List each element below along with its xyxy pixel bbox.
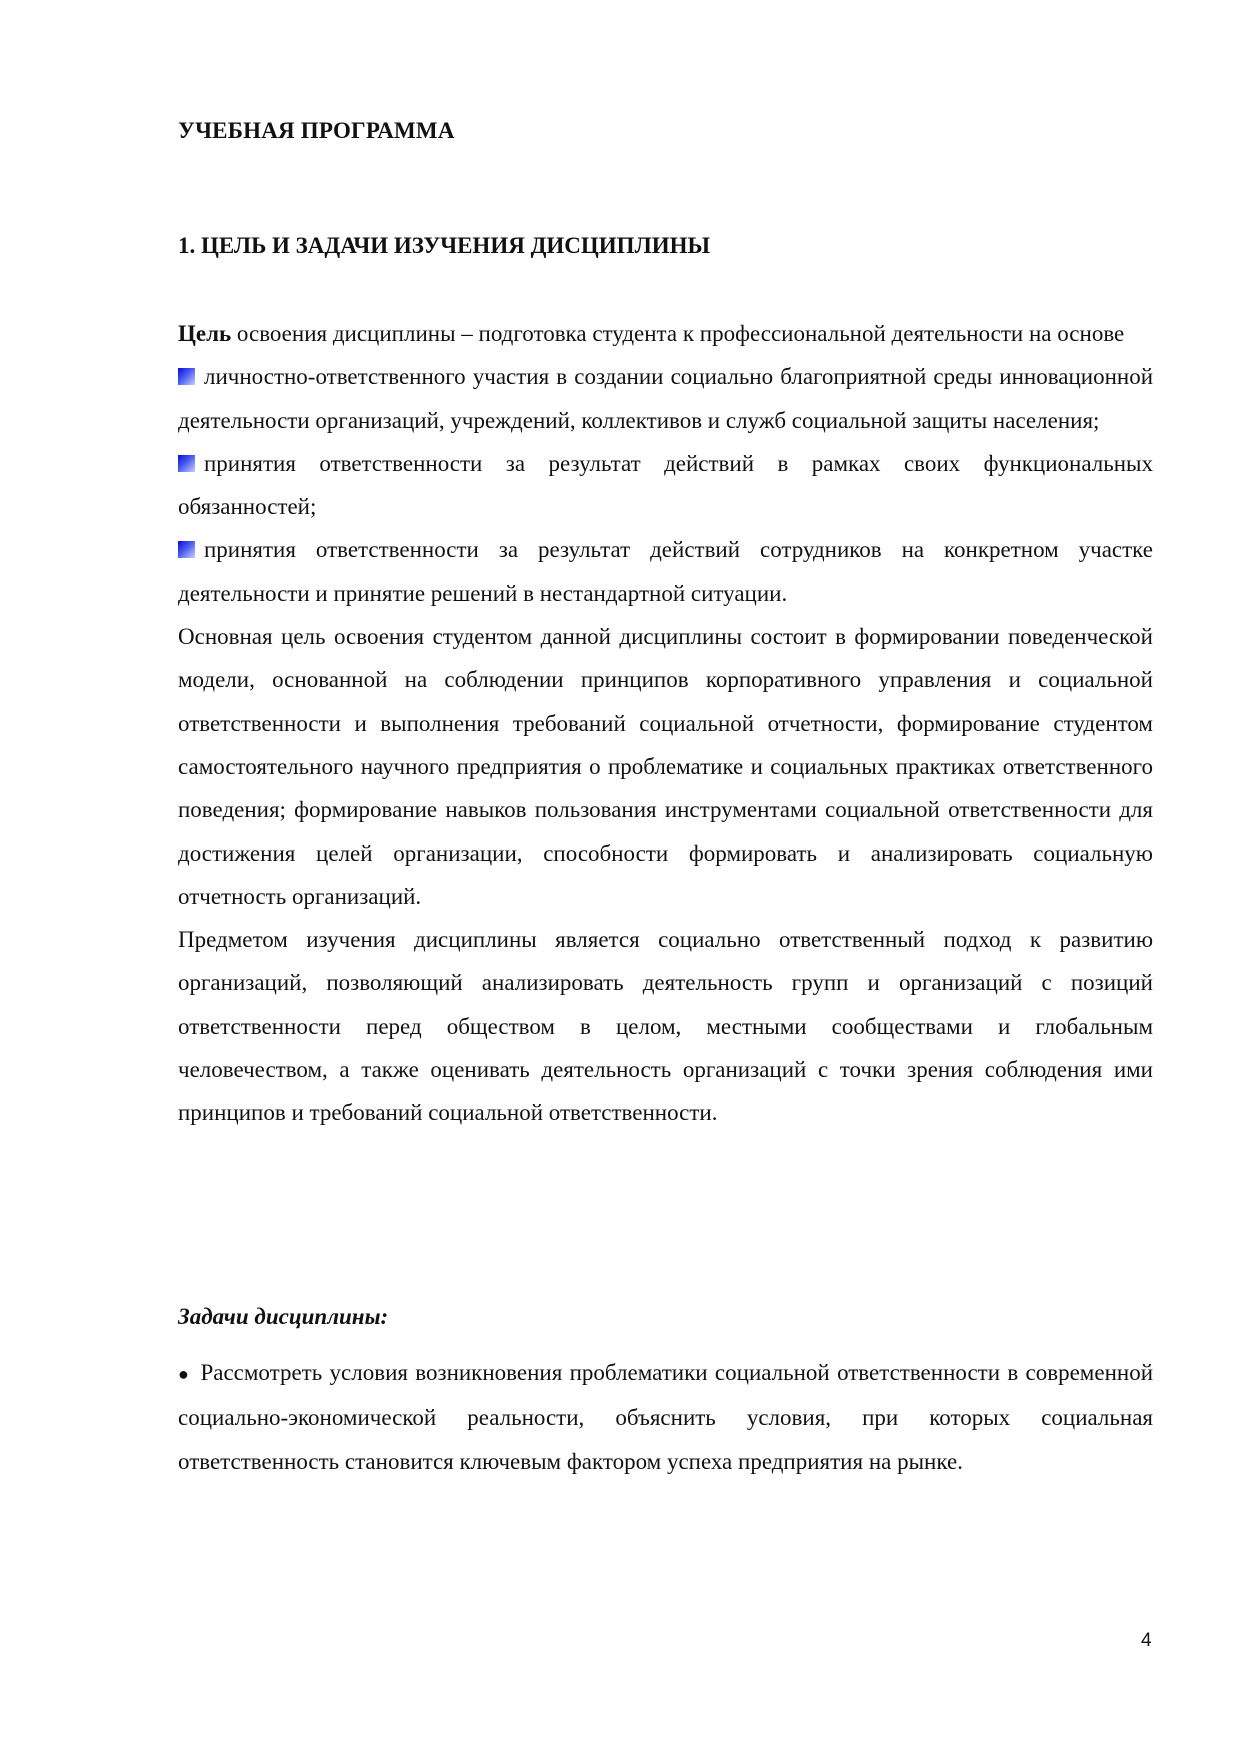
goal-item [178, 442, 1153, 529]
tasks-list [178, 1351, 1153, 1483]
task-item [178, 1351, 1153, 1483]
main-goal-paragraph: Основная цель освоения студентом данной дисциплины состоит в формировании поведенческой модели, основанной на соблюдении принципов корпоративного управления и социальной ответственности и выполнения требований социальной отчетности, формирование студентом самостоятельного научного предприятия о проблематике и социальных практиках ответственного поведения; формирование навыков пользования инструментами социальной ответственности для достижения целей организации, способности формировать и анализировать социальную отчетность организаций. [178, 624, 1153, 909]
square-bullet-icon [178, 541, 195, 558]
section-title: 1. ЦЕЛЬ И ЗАДАЧИ ИЗУЧЕНИЯ ДИСЦИПЛИНЫ [178, 233, 711, 258]
page-number: 4 [1141, 1630, 1152, 1651]
document-body [178, 312, 1153, 1135]
goal-item-text: принятия ответственности за результат действий в рамках своих функциональных обязанностей; [178, 450, 1153, 520]
goal-item-text: принятия ответственности за результат действий сотрудников на конкретном участке деятельности и принятие решений в нестандартной ситуации. [178, 537, 1153, 606]
document-title: УЧЕБНАЯ ПРОГРАММА [178, 118, 455, 143]
goal-item-text: личностно-ответственного участия в создании социально благоприятной среды инновационной деятельности организаций, учреждений, коллективов и служб социальной защиты населения; [178, 364, 1153, 433]
task-item-text: Рассмотреть условия возникновения проблематики социальной ответственности в современной социально-экономической реальности, объяснить условия, при которых социальная ответственность становится ключевым фактором успеха предприятия на рынке. [178, 1360, 1153, 1474]
round-bullet-icon: ● [178, 1364, 191, 1384]
square-bullet-icon [178, 455, 195, 472]
tasks-title: Задачи дисциплины: [178, 1304, 389, 1329]
goal-item [178, 355, 1153, 442]
goal-item [178, 528, 1153, 615]
square-bullet-icon [178, 368, 195, 385]
subject-paragraph: Предметом изучения дисциплины является социально ответственный подход к развитию организаций, позволяющий анализировать деятельность групп и организаций с позиций ответственности перед обществом в целом, местными сообществами и глобальным человечеством, а также оценивать деятельность организаций с точки зрения соблюдения ими принципов и требований социальной ответственности. [178, 927, 1153, 1126]
goal-paragraph [178, 312, 1153, 355]
goal-lead: Цель [178, 321, 232, 346]
goal-text: освоения дисциплины – подготовка студента к профессиональной деятельности на основе [231, 321, 1125, 346]
